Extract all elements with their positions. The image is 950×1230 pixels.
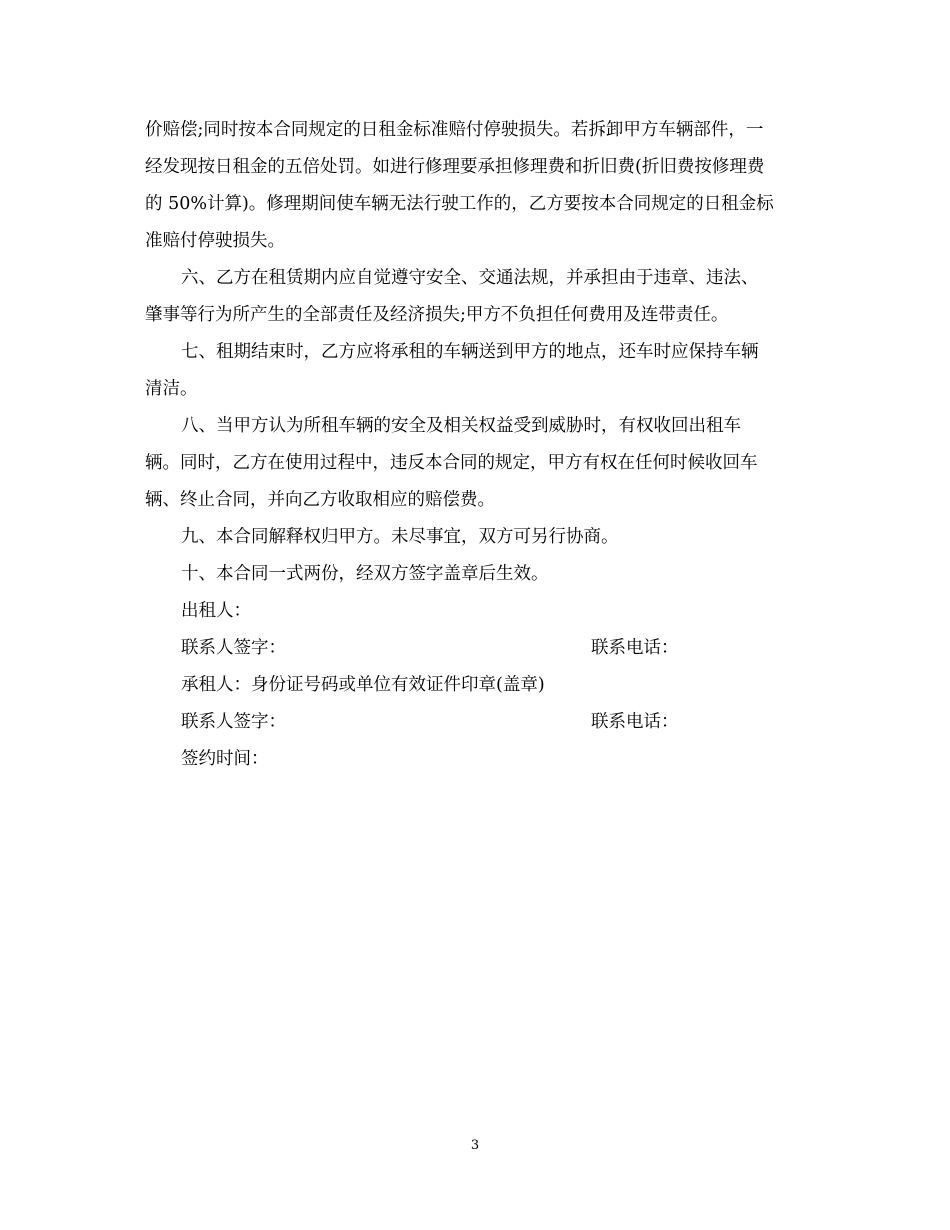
- clause-9: 九、本合同解释权归甲方。未尽事宜，双方可另行协商。: [181, 527, 619, 547]
- clause-6-line-1: 六、乙方在租赁期内应自觉遵守安全、交通法规，并承担由于违章、违法、: [181, 268, 759, 288]
- lessor-phone-label: 联系电话：: [591, 638, 679, 658]
- clause-8-line-2: 辆。同时，乙方在使用过程中，违反本合同的规定，甲方有权在任何时候收回车: [145, 453, 758, 473]
- clause-5-line-1: 价赔偿;同时按本合同规定的日租金标准赔付停驶损失。若拆卸甲方车辆部件，一: [145, 120, 764, 140]
- clause-8-line-3: 辆、终止合同，并向乙方收取相应的赔偿费。: [145, 490, 495, 510]
- clause-8-line-1: 八、当甲方认为所租车辆的安全及相关权益受到威胁时，有权收回出租车: [181, 416, 741, 436]
- lessee-phone-label: 联系电话：: [591, 712, 679, 732]
- lessee-label: 承租人：身份证号码或单位有效证件印章(盖章): [181, 675, 545, 695]
- lessee-contact-signature-label: 联系人签字：: [181, 712, 286, 732]
- clause-10: 十、本合同一式两份，经双方签字盖章后生效。: [181, 564, 549, 584]
- clause-5-line-2: 经发现按日租金的五倍处罚。如进行修理要承担修理费和折旧费(折旧费按修理费: [145, 157, 765, 177]
- clause-7-line-1: 七、租期结束时，乙方应将承租的车辆送到甲方的地点，还车时应保持车辆: [181, 342, 759, 362]
- signing-date-label: 签约时间：: [181, 749, 269, 769]
- page-number: 3: [470, 1138, 480, 1153]
- clause-5-line-4: 准赔付停驶损失。: [145, 231, 285, 251]
- lessor-contact-signature-label: 联系人签字：: [181, 638, 286, 658]
- lessor-label: 出租人：: [181, 601, 251, 621]
- clause-7-line-2: 清洁。: [145, 379, 198, 399]
- clause-5-line-3: 的 50%计算)。修理期间使车辆无法行驶工作的，乙方要按本合同规定的日租金标: [145, 194, 774, 214]
- clause-6-line-2: 肇事等行为所产生的全部责任及经济损失;甲方不负担任何费用及连带责任。: [145, 305, 729, 325]
